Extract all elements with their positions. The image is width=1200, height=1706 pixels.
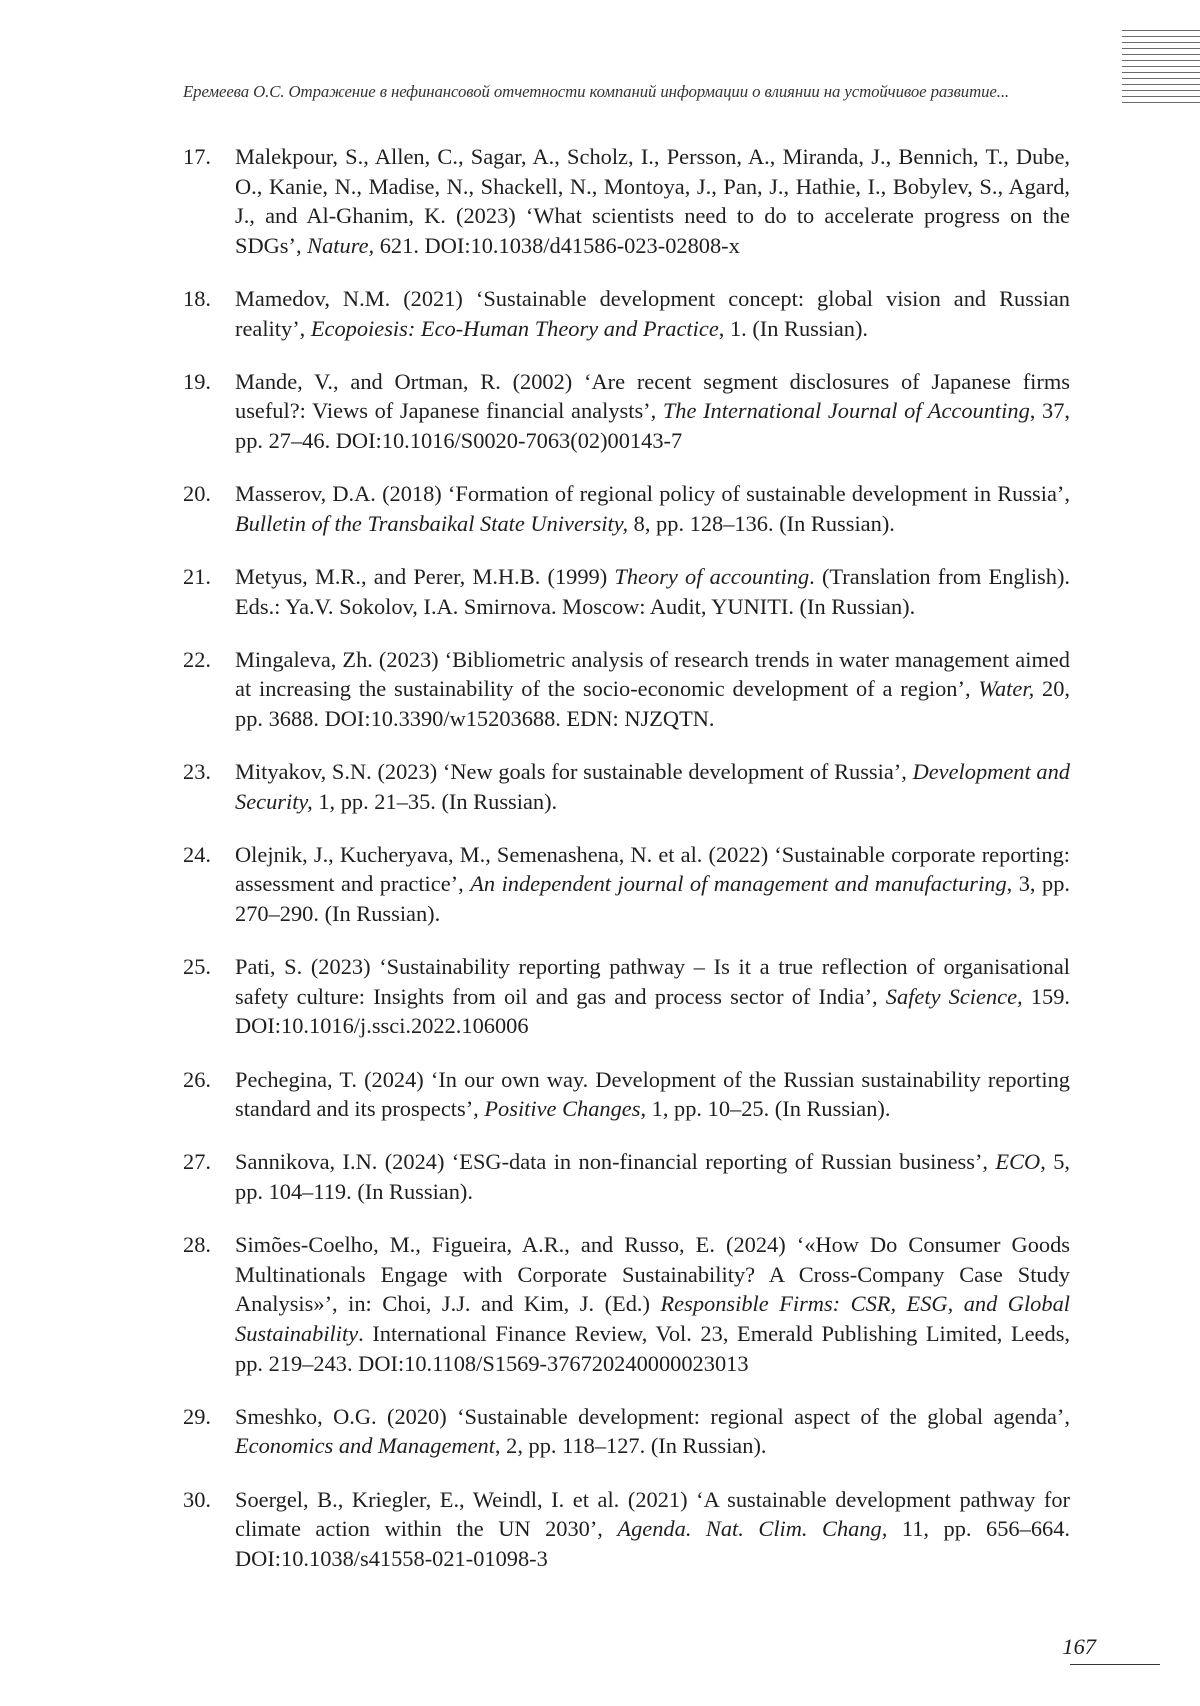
reference-source: Agenda. Nat. Clim. Chang, <box>617 1516 888 1542</box>
reference-details: , 3, pp. 270–290. (In Russian). <box>235 871 1070 927</box>
reference-details: 159. DOI:10.1016/j.ssci.2022.106006 <box>235 983 1070 1039</box>
reference-number: 21. <box>183 563 211 589</box>
reference-item <box>183 562 1070 621</box>
reference-details: 11, pp. 656–664. DOI:10.1038/s41558-021-01098-3 <box>235 1516 1070 1571</box>
reference-details: 20, pp. 3688. DOI:10.3390/w15203688. EDN: NJZQTN. <box>235 676 1070 731</box>
reference-item <box>183 1147 1070 1206</box>
reference-number: 24. <box>183 841 211 867</box>
reference-number: 26. <box>183 1066 211 1092</box>
reference-list <box>183 142 1070 1597</box>
reference-details: . International Finance Review, Vol. 23, Emerald Publishing Limited, Leeds, pp. 219–243. DOI:10.1108/S1569-376720240000023013 <box>235 1320 1070 1376</box>
reference-item <box>183 840 1070 929</box>
reference-details: . (Translation from English). Eds.: Ya.V. Sokolov, I.A. Smirnova. Moscow: Audit, YUNITI. (In Russian). <box>235 563 1070 619</box>
reference-text: Mamedov, N.M. (2021) ‘Sustainable development concept: global vision and Russian reality’, <box>235 285 1070 341</box>
reference-text: Mityakov, S.N. (2023) ‘New goals for sustainable development of Russia’, <box>235 759 913 785</box>
reference-source: Development and Security, <box>235 759 1070 814</box>
reference-source: Ecopoiesis: Eco-Human Theory and Practice <box>310 315 719 341</box>
reference-number: 30. <box>183 1486 211 1512</box>
reference-details: 1, pp. 21–35. (In Russian). <box>312 788 558 814</box>
reference-number: 18. <box>183 285 211 311</box>
reference-source: Bulletin of the Transbaikal State University, <box>235 510 629 536</box>
reference-source: Water, <box>978 676 1035 702</box>
reference-number: 23. <box>183 759 211 785</box>
reference-number: 20. <box>183 481 211 507</box>
reference-source: Safety Science, <box>885 983 1023 1009</box>
reference-details: , 37, pp. 27–46. DOI:10.1016/S0020-7063(02)00143-7 <box>235 398 1070 453</box>
reference-text: Sannikova, I.N. (2024) ‘ESG-data in non-financial reporting of Russian business’, <box>235 1149 996 1175</box>
reference-details: 621. DOI:10.1038/d41586-023-02808-x <box>374 232 740 258</box>
reference-item <box>183 952 1070 1041</box>
reference-item <box>183 479 1070 538</box>
reference-item <box>183 284 1070 343</box>
reference-number: 25. <box>183 954 211 980</box>
reference-text: Olejnik, J., Kucheryava, M., Semenashena, N. et al. (2022) ‘Sustainable corporate reporting: assessment and practice’, <box>235 841 1070 897</box>
reference-item <box>183 142 1070 260</box>
reference-item <box>183 645 1070 734</box>
reference-item <box>183 1065 1070 1124</box>
reference-text: Mingaleva, Zh. (2023) ‘Bibliometric analysis of research trends in water management aimed at increasing the sustainability of the socio-economic development of a region’, <box>235 646 1070 702</box>
reference-source: Theory of accounting <box>614 563 810 589</box>
reference-text: Metyus, M.R., and Perer, M.H.B. (1999) <box>235 563 615 589</box>
header-decoration-lines <box>1122 30 1200 112</box>
reference-source: Responsible Firms: CSR, ESG, and Global Sustainability <box>235 1291 1070 1346</box>
reference-item <box>183 1402 1070 1461</box>
reference-number: 27. <box>183 1149 211 1175</box>
reference-text: Masserov, D.A. (2018) ‘Formation of regional policy of sustainable development in Russia’, <box>235 481 1070 507</box>
reference-number: 19. <box>183 368 211 394</box>
reference-details: 8, pp. 128–136. (In Russian). <box>628 510 895 536</box>
reference-details: , 1. (In Russian). <box>718 315 869 341</box>
reference-source: An independent journal of management and manufacturing <box>470 871 1007 897</box>
reference-source: Nature, <box>307 232 375 258</box>
reference-source: Economics and Management <box>235 1433 495 1459</box>
reference-text: Pati, S. (2023) ‘Sustainability reporting pathway – Is it a true reflection of organisational safety culture: Insights from oil and gas and process sector of India’, <box>235 954 1070 1009</box>
reference-item <box>183 1230 1070 1378</box>
reference-item <box>183 367 1070 456</box>
reference-text: Malekpour, S., Allen, C., Sagar, A., Scholz, I., Persson, A., Miranda, J., Bennich, T., Dube, O., Kanie, N., Madise, N., Shackell, N., Montoya, J., Pan, J., Hathie, I., Bobylev, S., Agard, J., and Al-Ghanim, K. (2023) ‘What scientists need to do to accelerate progress on the SDGs’, <box>235 144 1070 258</box>
reference-item <box>183 757 1070 816</box>
reference-details: , 2, pp. 118–127. (In Russian). <box>494 1433 767 1459</box>
reference-number: 29. <box>183 1403 211 1429</box>
reference-text: Pechegina, T. (2024) ‘In our own way. Development of the Russian sustainability reporting standard and its prospects’, <box>235 1066 1070 1122</box>
page-number: 167 <box>1062 1634 1096 1659</box>
reference-source: ECO <box>995 1149 1041 1175</box>
running-header: Еремеева О.С. Отражение в нефинансовой отчетности компаний информации о влиянии на устойчивое развитие... <box>183 82 1010 101</box>
reference-details: , 5, pp. 104–119. (In Russian). <box>235 1149 1070 1204</box>
page-number-rule <box>1070 1664 1160 1665</box>
reference-item <box>183 1485 1070 1574</box>
reference-details: , 1, pp. 10–25. (In Russian). <box>640 1096 891 1122</box>
reference-text: Mande, V., and Ortman, R. (2002) ‘Are recent segment disclosures of Japanese firms useful?: Views of Japanese financial analysts’, <box>235 368 1070 424</box>
reference-number: 28. <box>183 1232 211 1258</box>
reference-text: Soergel, B., Kriegler, E., Weindl, I. et al. (2021) ‘A sustainable development pathway for climate action within the UN 2030’, <box>235 1486 1070 1542</box>
reference-text: Smeshko, O.G. (2020) ‘Sustainable development: regional aspect of the global agenda’, <box>235 1403 1070 1429</box>
reference-number: 22. <box>183 646 211 672</box>
reference-source: The International Journal of Accounting <box>662 398 1030 424</box>
reference-source: Positive Changes <box>484 1096 641 1122</box>
reference-number: 17. <box>183 144 211 169</box>
reference-text: Simões-Coelho, M., Figueira, A.R., and Russo, E. (2024) ‘«How Do Consumer Goods Multinationals Engage with Corporate Sustainability? A Cross-Company Case Study Analysis»’, in: Choi, J.J. and Kim, J. (Ed.) <box>235 1232 1070 1317</box>
